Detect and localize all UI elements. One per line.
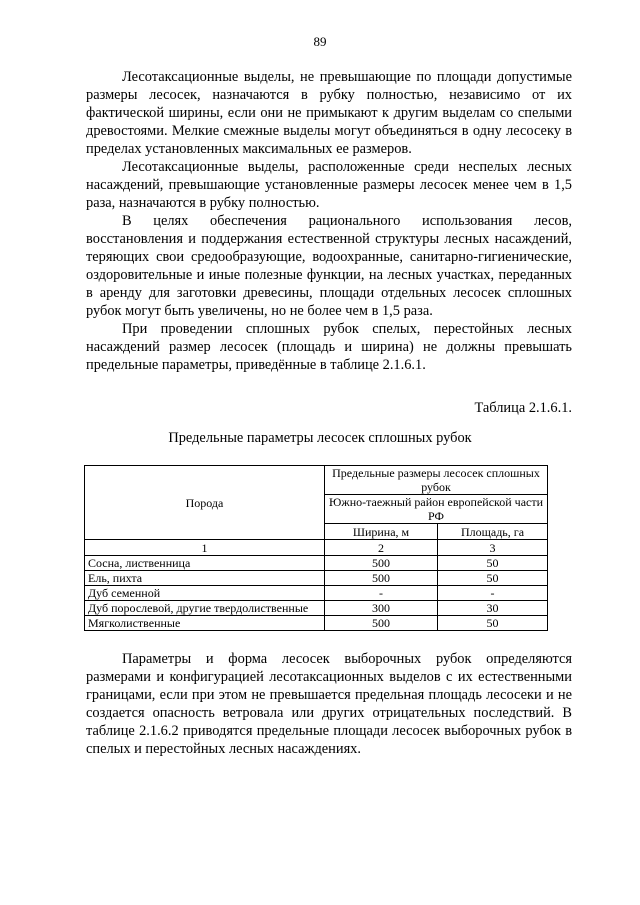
- column-number: 2: [325, 540, 438, 556]
- table-row: [85, 616, 548, 631]
- header-area: Площадь, га: [438, 524, 548, 540]
- column-number: 3: [438, 540, 548, 556]
- column-number: 1: [85, 540, 325, 556]
- page-number: 89: [313, 34, 327, 49]
- width-cell: 500: [325, 571, 438, 586]
- area-cell: -: [438, 586, 548, 601]
- table-row: [85, 586, 548, 601]
- limits-table: [84, 465, 548, 631]
- table-row: [85, 556, 548, 571]
- species-cell: Сосна, лиственница: [85, 556, 325, 571]
- paragraph: В целях обеспечения рационального использования лесов, восстановления и поддержания естественной структуры лесных насаждений, теряющих свои средообразующие, водоохранные, санитарно-гигиенические, оздоровительные и иные полезные функции, на лесных участках, переданных в аренду для заготовки древесины, площади отдельных лесосек сплошных рубок могут быть увеличены, но не более чем в 1,5 раза.: [86, 213, 572, 319]
- header-region: Южно-таежный район европейской части РФ: [325, 495, 548, 524]
- species-cell: Дуб семенной: [85, 586, 325, 601]
- species-cell: Мягколиственные: [85, 616, 325, 631]
- area-cell: 50: [438, 616, 548, 631]
- body-text-top: [86, 68, 572, 374]
- body-text-bottom: [86, 650, 572, 758]
- header-width: Ширина, м: [325, 524, 438, 540]
- paragraph: При проведении сплошных рубок спелых, перестойных лесных насаждений размер лесосек (площадь и ширина) не должны превышать предельные параметры, приведённые в таблице 2.1.6.1.: [86, 321, 572, 373]
- table-column-numbers: [85, 540, 548, 556]
- table-row: [85, 571, 548, 586]
- paragraph: Лесотаксационные выделы, расположенные среди неспелых лесных насаждений, превышающие установленные размеры лесосек менее чем в 1,5 раза, назначаются в рубку полностью.: [86, 159, 572, 211]
- table-caption: Таблица 2.1.6.1.: [474, 400, 572, 416]
- width-cell: 300: [325, 601, 438, 616]
- species-cell: Ель, пихта: [85, 571, 325, 586]
- area-cell: 30: [438, 601, 548, 616]
- table-header-row: [85, 466, 548, 495]
- width-cell: 500: [325, 616, 438, 631]
- area-cell: 50: [438, 571, 548, 586]
- header-limits: Предельные размеры лесосек сплошных рубок: [325, 466, 548, 495]
- area-cell: 50: [438, 556, 548, 571]
- width-cell: -: [325, 586, 438, 601]
- table-title: Предельные параметры лесосек сплошных рубок: [168, 430, 472, 446]
- species-cell: Дуб порослевой, другие твердолиственные: [85, 601, 325, 616]
- paragraph: Лесотаксационные выделы, не превышающие по площади допустимые размеры лесосек, назначаются в рубку полностью, независимо от их фактической ширины, если они не примыкают к другим выделам со спелыми древостоями. Мелкие смежные выделы могут объединяться в одну лесосеку в пределах установленных максимальных ее размеров.: [86, 69, 572, 157]
- table-row: [85, 601, 548, 616]
- header-species: Порода: [85, 466, 325, 540]
- width-cell: 500: [325, 556, 438, 571]
- paragraph: Параметры и форма лесосек выборочных рубок определяются размерами и конфигурацией лесотаксационных выделов с их естественными границами, если при этом не превышается предельная площадь лесосеки и не создается опасность ветровала или других отрицательных последствий. В таблице 2.1.6.2 приводятся предельные площади лесосек выборочных рубок в спелых и перестойных лесных насаждениях.: [86, 651, 572, 757]
